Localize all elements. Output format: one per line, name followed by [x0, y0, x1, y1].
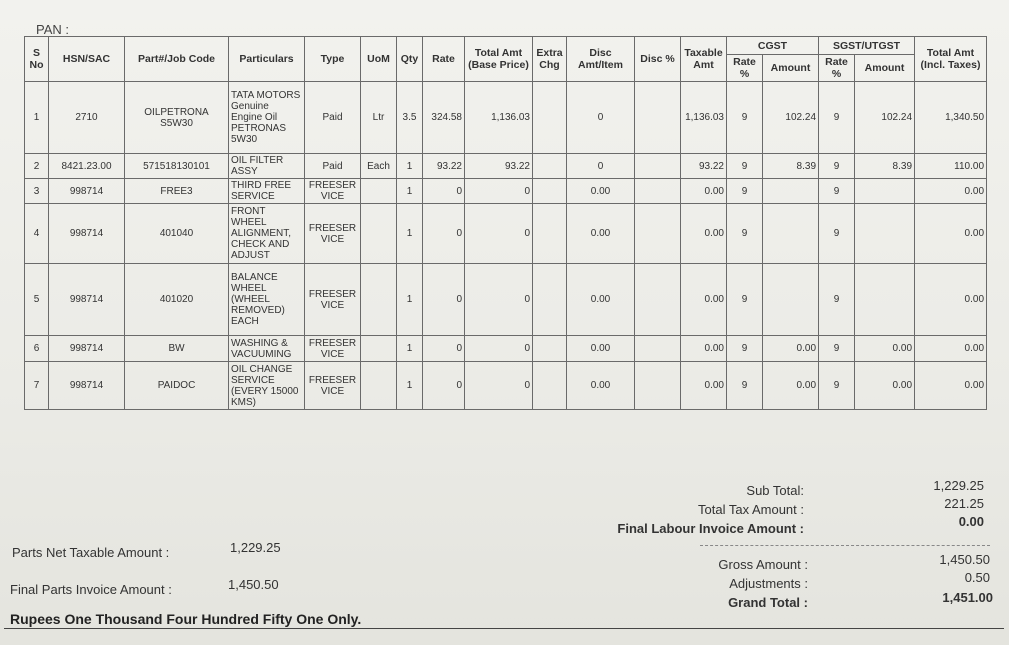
header-hsn: HSN/SAC: [49, 37, 125, 82]
cell-cgst-rate: 9: [727, 264, 763, 336]
cell-total-incl: 0.00: [915, 362, 987, 410]
cell-total-incl: 1,340.50: [915, 82, 987, 154]
adjustments-label: Adjustments :: [729, 576, 808, 591]
cell-type: Paid: [305, 154, 361, 179]
cell-type: Paid: [305, 82, 361, 154]
cell-hsn: 998714: [49, 264, 125, 336]
cell-taxable: 93.22: [681, 154, 727, 179]
final-parts-invoice-value: 1,450.50: [228, 577, 279, 592]
cell-disc: 0.00: [567, 264, 635, 336]
header-taxable: Taxable Amt: [681, 37, 727, 82]
cell-total: 0: [465, 362, 533, 410]
cell-rate: 0: [423, 264, 465, 336]
cell-cgst-rate: 9: [727, 362, 763, 410]
adjustments-value: 0.50: [964, 570, 990, 585]
header-extra-chg: Extra Chg: [533, 37, 567, 82]
cell-disc: 0.00: [567, 362, 635, 410]
cell-sgst-amt: [855, 264, 915, 336]
cell-extra: [533, 204, 567, 264]
cell-part: PAIDOC: [125, 362, 229, 410]
cell-total: 93.22: [465, 154, 533, 179]
gross-amount-value: 1,450.50: [939, 552, 990, 567]
cell-disc-pct: [635, 362, 681, 410]
table-row: [25, 179, 987, 204]
cell-sgst-rate: 9: [819, 179, 855, 204]
total-tax-label: Total Tax Amount :: [698, 502, 804, 517]
cell-cgst-rate: 9: [727, 82, 763, 154]
cell-disc: 0.00: [567, 336, 635, 362]
cell-uom: [361, 336, 397, 362]
cell-part: FREE3: [125, 179, 229, 204]
cell-cgst-rate: 9: [727, 204, 763, 264]
cell-type: FREESER VICE: [305, 264, 361, 336]
cell-disc: 0.00: [567, 179, 635, 204]
cell-sgst-rate: 9: [819, 336, 855, 362]
cell-sgst-rate: 9: [819, 154, 855, 179]
cell-sgst-rate: 9: [819, 362, 855, 410]
header-disc-item: Disc Amt/Item: [567, 37, 635, 82]
grand-total-label: Grand Total :: [728, 595, 808, 610]
cell-sgst-amt: [855, 179, 915, 204]
header-sgst-amount: Amount: [855, 55, 915, 82]
cell-qty: 1: [397, 179, 423, 204]
cell-sno: 4: [25, 204, 49, 264]
cell-cgst-rate: 9: [727, 336, 763, 362]
cell-taxable: 0.00: [681, 179, 727, 204]
amount-in-words: Rupees One Thousand Four Hundred Fifty One Only.: [10, 611, 362, 627]
cell-cgst-amt: [763, 264, 819, 336]
cell-rate: 0: [423, 336, 465, 362]
cell-cgst-rate: 9: [727, 179, 763, 204]
cell-total-incl: 0.00: [915, 179, 987, 204]
cell-type: FREESER VICE: [305, 179, 361, 204]
cell-part: 401020: [125, 264, 229, 336]
cell-sgst-rate: 9: [819, 82, 855, 154]
cell-qty: 1: [397, 362, 423, 410]
header-rate: Rate: [423, 37, 465, 82]
table-row: [25, 264, 987, 336]
final-labour-label: Final Labour Invoice Amount :: [617, 521, 804, 536]
cell-rate: 0: [423, 362, 465, 410]
header-qty: Qty: [397, 37, 423, 82]
cell-uom: [361, 264, 397, 336]
cell-part: BW: [125, 336, 229, 362]
cell-hsn: 998714: [49, 204, 125, 264]
cell-extra: [533, 179, 567, 204]
cell-sno: 1: [25, 82, 49, 154]
cell-total-incl: 0.00: [915, 264, 987, 336]
cell-rate: 93.22: [423, 154, 465, 179]
cell-particulars: TATA MOTORS Genuine Engine Oil PETRONAS 5W30: [229, 82, 305, 154]
cell-taxable: 0.00: [681, 336, 727, 362]
cell-total-incl: 0.00: [915, 336, 987, 362]
cell-extra: [533, 264, 567, 336]
header-sgst-rate: Rate %: [819, 55, 855, 82]
cell-qty: 1: [397, 204, 423, 264]
cell-hsn: 2710: [49, 82, 125, 154]
cell-particulars: BALANCE WHEEL (WHEEL REMOVED) EACH: [229, 264, 305, 336]
cell-disc-pct: [635, 154, 681, 179]
cell-sno: 3: [25, 179, 49, 204]
cell-total: 0: [465, 204, 533, 264]
cell-disc: 0: [567, 154, 635, 179]
cell-sgst-amt: 0.00: [855, 336, 915, 362]
cell-part: 401040: [125, 204, 229, 264]
cell-cgst-amt: [763, 204, 819, 264]
cell-taxable: 1,136.03: [681, 82, 727, 154]
invoice-table: [24, 36, 987, 410]
cell-uom: [361, 204, 397, 264]
total-tax-value: 221.25: [944, 496, 984, 511]
header-cgst-amount: Amount: [763, 55, 819, 82]
cell-sgst-amt: 0.00: [855, 362, 915, 410]
cell-particulars: OIL CHANGE SERVICE (EVERY 15000 KMS): [229, 362, 305, 410]
cell-hsn: 998714: [49, 179, 125, 204]
cell-qty: 1: [397, 154, 423, 179]
cell-taxable: 0.00: [681, 204, 727, 264]
cell-sno: 7: [25, 362, 49, 410]
cell-total: 0: [465, 336, 533, 362]
cell-rate: 324.58: [423, 82, 465, 154]
cell-disc-pct: [635, 204, 681, 264]
cell-cgst-amt: [763, 179, 819, 204]
cell-particulars: WASHING & VACUUMING: [229, 336, 305, 362]
header-sno: S No: [25, 37, 49, 82]
header-uom: UoM: [361, 37, 397, 82]
cell-qty: 1: [397, 336, 423, 362]
gross-amount-label: Gross Amount :: [718, 557, 808, 572]
cell-extra: [533, 154, 567, 179]
parts-net-taxable-value: 1,229.25: [230, 540, 281, 555]
table-row: [25, 362, 987, 410]
cell-cgst-amt: 0.00: [763, 336, 819, 362]
final-parts-invoice-label: Final Parts Invoice Amount :: [10, 582, 172, 597]
cell-uom: [361, 362, 397, 410]
table-row: [25, 82, 987, 154]
cell-sgst-amt: [855, 204, 915, 264]
cell-sno: 2: [25, 154, 49, 179]
cell-total: 0: [465, 179, 533, 204]
parts-net-taxable-label: Parts Net Taxable Amount :: [12, 545, 170, 560]
grand-total-value: 1,451.00: [942, 590, 993, 605]
table-row: [25, 154, 987, 179]
cell-hsn: 998714: [49, 362, 125, 410]
cell-total: 1,136.03: [465, 82, 533, 154]
cell-total-incl: 0.00: [915, 204, 987, 264]
cell-sgst-amt: 102.24: [855, 82, 915, 154]
cell-extra: [533, 82, 567, 154]
cell-total-incl: 110.00: [915, 154, 987, 179]
cell-sgst-rate: 9: [819, 204, 855, 264]
cell-hsn: 8421.23.00: [49, 154, 125, 179]
header-cgst: CGST: [727, 37, 819, 55]
cell-type: FREESER VICE: [305, 204, 361, 264]
final-labour-value: 0.00: [958, 514, 984, 529]
sub-total-label: Sub Total:: [746, 483, 804, 498]
cell-particulars: OIL FILTER ASSY: [229, 154, 305, 179]
header-total-amt: Total Amt (Base Price): [465, 37, 533, 82]
table-row: [25, 336, 987, 362]
cell-hsn: 998714: [49, 336, 125, 362]
cell-uom: Each: [361, 154, 397, 179]
cell-taxable: 0.00: [681, 362, 727, 410]
cell-uom: [361, 179, 397, 204]
cell-disc: 0: [567, 82, 635, 154]
cell-taxable: 0.00: [681, 264, 727, 336]
cell-disc-pct: [635, 82, 681, 154]
header-type: Type: [305, 37, 361, 82]
cell-qty: 3.5: [397, 82, 423, 154]
cell-disc-pct: [635, 179, 681, 204]
cell-cgst-amt: 8.39: [763, 154, 819, 179]
header-disc-pct: Disc %: [635, 37, 681, 82]
cell-extra: [533, 336, 567, 362]
header-part: Part#/Job Code: [125, 37, 229, 82]
sub-total-value: 1,229.25: [933, 478, 984, 493]
cell-disc-pct: [635, 336, 681, 362]
cell-part: OILPETRONA S5W30: [125, 82, 229, 154]
totals-divider: [700, 545, 990, 546]
header-sgst: SGST/UTGST: [819, 37, 915, 55]
cell-type: FREESER VICE: [305, 362, 361, 410]
pan-label: PAN :: [36, 22, 69, 37]
cell-rate: 0: [423, 204, 465, 264]
header-cgst-rate: Rate %: [727, 55, 763, 82]
table-row: [25, 204, 987, 264]
cell-cgst-rate: 9: [727, 154, 763, 179]
cell-sgst-amt: 8.39: [855, 154, 915, 179]
cell-cgst-amt: 102.24: [763, 82, 819, 154]
cell-particulars: THIRD FREE SERVICE: [229, 179, 305, 204]
cell-type: FREESER VICE: [305, 336, 361, 362]
cell-cgst-amt: 0.00: [763, 362, 819, 410]
cell-uom: Ltr: [361, 82, 397, 154]
cell-particulars: FRONT WHEEL ALIGNMENT, CHECK AND ADJUST: [229, 204, 305, 264]
cell-part: 571518130101: [125, 154, 229, 179]
header-total-incl: Total Amt (Incl. Taxes): [915, 37, 987, 82]
cell-sgst-rate: 9: [819, 264, 855, 336]
cell-extra: [533, 362, 567, 410]
words-underline: [4, 628, 1004, 629]
cell-total: 0: [465, 264, 533, 336]
header-particulars: Particulars: [229, 37, 305, 82]
cell-rate: 0: [423, 179, 465, 204]
cell-qty: 1: [397, 264, 423, 336]
cell-sno: 5: [25, 264, 49, 336]
cell-disc: 0.00: [567, 204, 635, 264]
cell-disc-pct: [635, 264, 681, 336]
cell-sno: 6: [25, 336, 49, 362]
